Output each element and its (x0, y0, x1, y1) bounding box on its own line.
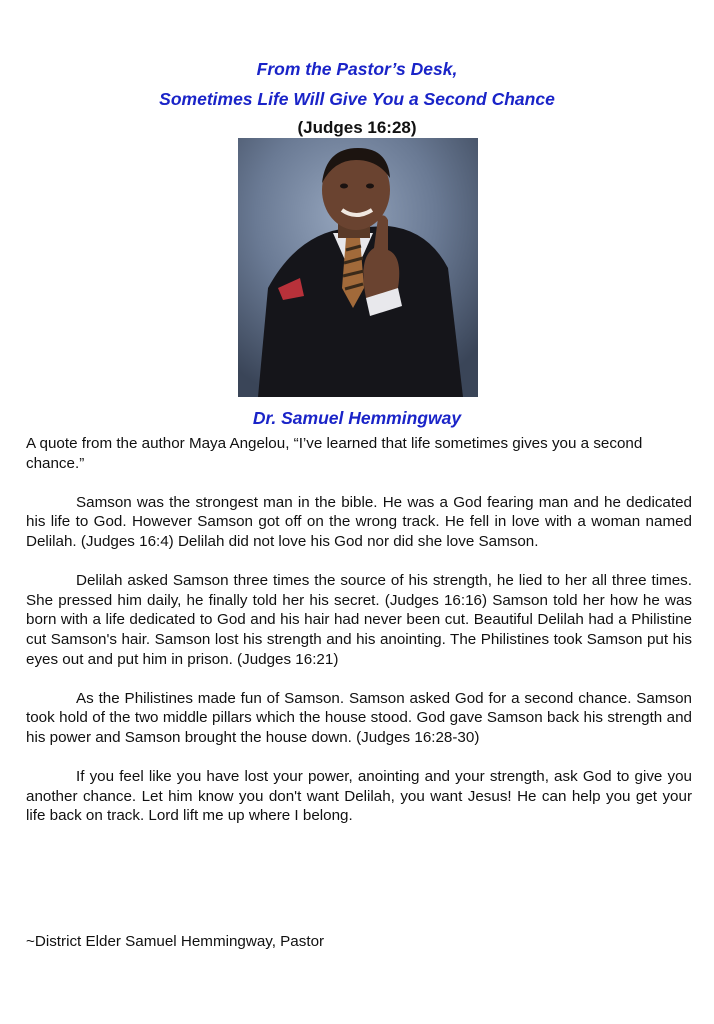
article-body (26, 434, 692, 845)
header-title-line-2: Sometimes Life Will Give You a Second Chance (159, 89, 555, 109)
paragraph-second-chance: As the Philistines made fun of Samson. Samson asked God for a second chance. Samson took hold of the two middle pillars which the house stood. God gave Samson back his strength and his power and Samson brought the house down. (Judges 16:28-30) (26, 689, 692, 746)
pastor-photo (238, 138, 478, 397)
paragraph-closing-exhortation: If you feel like you have lost your power, anointing and your strength, ask God to give you another chance. Let him know you don't want Delilah, you want Jesus! He can help you get your life back on track. Lord lift me up where I belong. (26, 768, 692, 825)
pastor-portrait-illustration (238, 138, 478, 397)
paragraph-delilah-secret: Delilah asked Samson three times the source of his strength, he lied to her all three times. She pressed him daily, he finally told her his secret. (Judges 16:16) Samson told her how he was born with a life dedicated to God and his hair had never been cut. Beautiful Delilah had a Philistine cut Samson's hair. Samson lost his strength and his anointing. The Philistines took Samson put his eyes out and put him in prison. (Judges 16:21) (26, 572, 692, 668)
photo-caption: Dr. Samuel Hemmingway (252, 408, 462, 428)
header-scripture-reference: (Judges 16:28) (297, 118, 417, 137)
page-header (0, 54, 714, 142)
paragraph-samson-strength: Samson was the strongest man in the bible. He was a God fearing man and he dedicated his life to God. However Samson got off on the wrong track. He fell in love with a woman named Delilah. (Judges 16:4) Delilah did not love his God nor did she love Samson. (26, 493, 692, 550)
header-title-line-1: From the Pastor’s Desk, (256, 59, 458, 79)
pastor-signature: ~District Elder Samuel Hemmingway, Pastor (26, 933, 325, 950)
paragraph-intro-quote: A quote from the author Maya Angelou, “I’ve learned that life sometimes gives you a second chance.” (26, 435, 643, 472)
